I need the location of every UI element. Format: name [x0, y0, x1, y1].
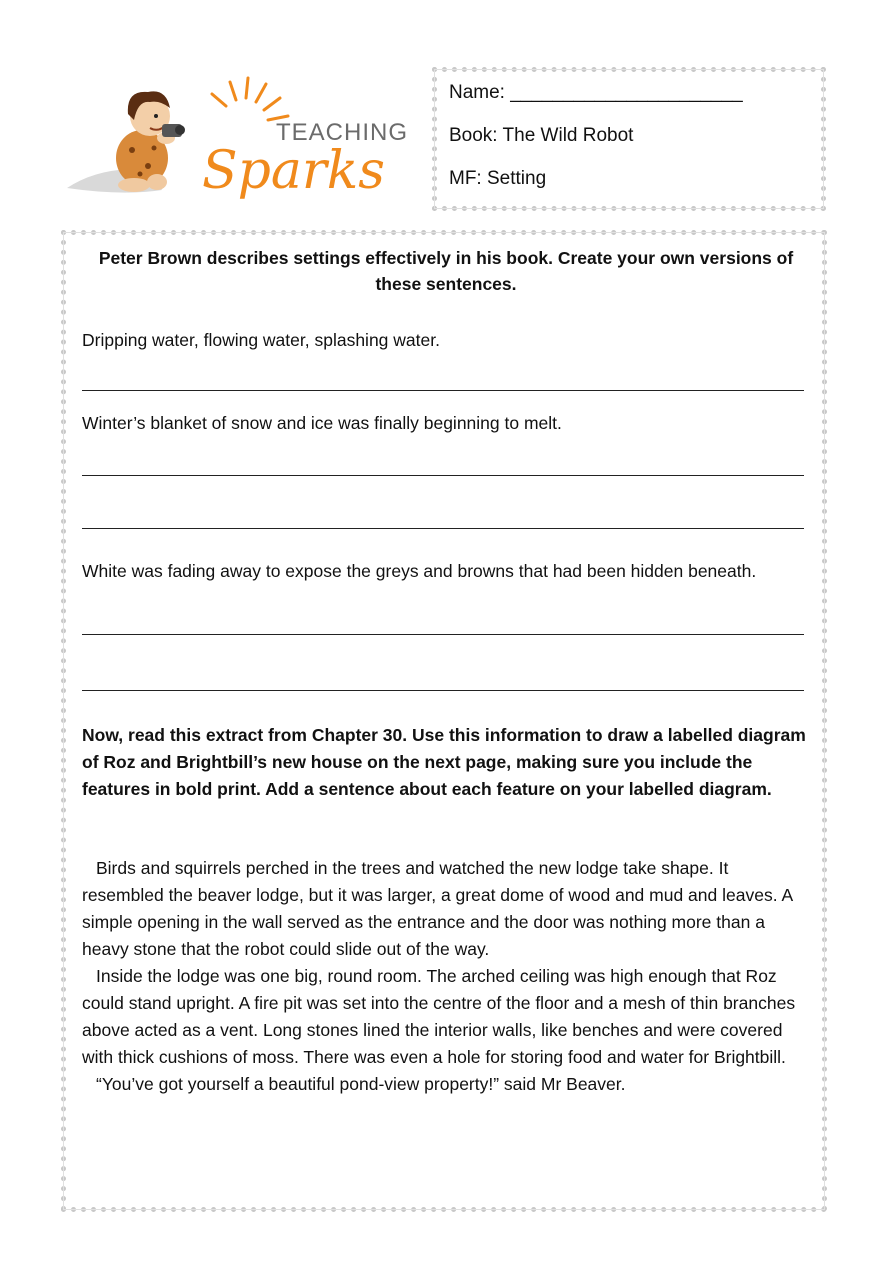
answer-line-3[interactable] — [82, 528, 804, 529]
chapter-extract — [82, 855, 812, 1098]
teaching-sparks-logo — [62, 70, 422, 210]
task1-instruction: Peter Brown describes settings effectively in his book. Create your own versions of these sentences. — [98, 248, 794, 294]
extract-paragraph-1: Birds and squirrels perched in the trees and watched the new lodge take shape. It resembled the beaver lodge, but it was larger, a great dome of wood and mud and leaves. A simple opening in the wall served as the entrance and the door was nothing more than a heavy stone that the robot could slide out of the way. — [82, 858, 793, 959]
student-info-box — [432, 67, 826, 211]
answer-line-2[interactable] — [82, 475, 804, 476]
task2-instruction: Now, read this extract from Chapter 30. Use this information to draw a labelled diagram of Roz and Brightbill’s new house on the next page, making sure you include the features in bold print. Add a sentence about each feature on your labelled diagram. — [82, 725, 806, 799]
sentence-2: Winter’s blanket of snow and ice was finally beginning to melt. — [82, 413, 562, 433]
extract-paragraph-2: Inside the lodge was one big, round room. The arched ceiling was high enough that Roz could stand upright. A fire pit was set into the centre of the floor and a mesh of thin branches above acted as a vent. Long stones lined the interior walls, like benches and were covered with thick cushions of moss. There was even a hole for storing food and water for Brightbill. — [82, 966, 796, 1067]
sentence-1: Dripping water, flowing water, splashing water. — [82, 330, 440, 350]
book-title: Book: The Wild Robot — [449, 125, 634, 146]
logo-text-sparks: Sparks — [202, 141, 385, 201]
logo-text-teaching: TEACHING — [276, 119, 409, 146]
answer-line-5[interactable] — [82, 690, 804, 691]
logo-graphic — [62, 70, 422, 210]
sentence-3: White was fading away to expose the greys and browns that had been hidden beneath. — [82, 561, 757, 581]
extract-paragraph-3: “You’ve got yourself a beautiful pond-view property!” said Mr Beaver. — [96, 1074, 626, 1094]
name-field-label[interactable]: Name: ______________________ — [449, 82, 743, 103]
answer-line-4[interactable] — [82, 634, 804, 635]
answer-line-1[interactable] — [82, 390, 804, 391]
worksheet-body — [61, 230, 827, 1212]
mf-topic: MF: Setting — [449, 168, 547, 189]
